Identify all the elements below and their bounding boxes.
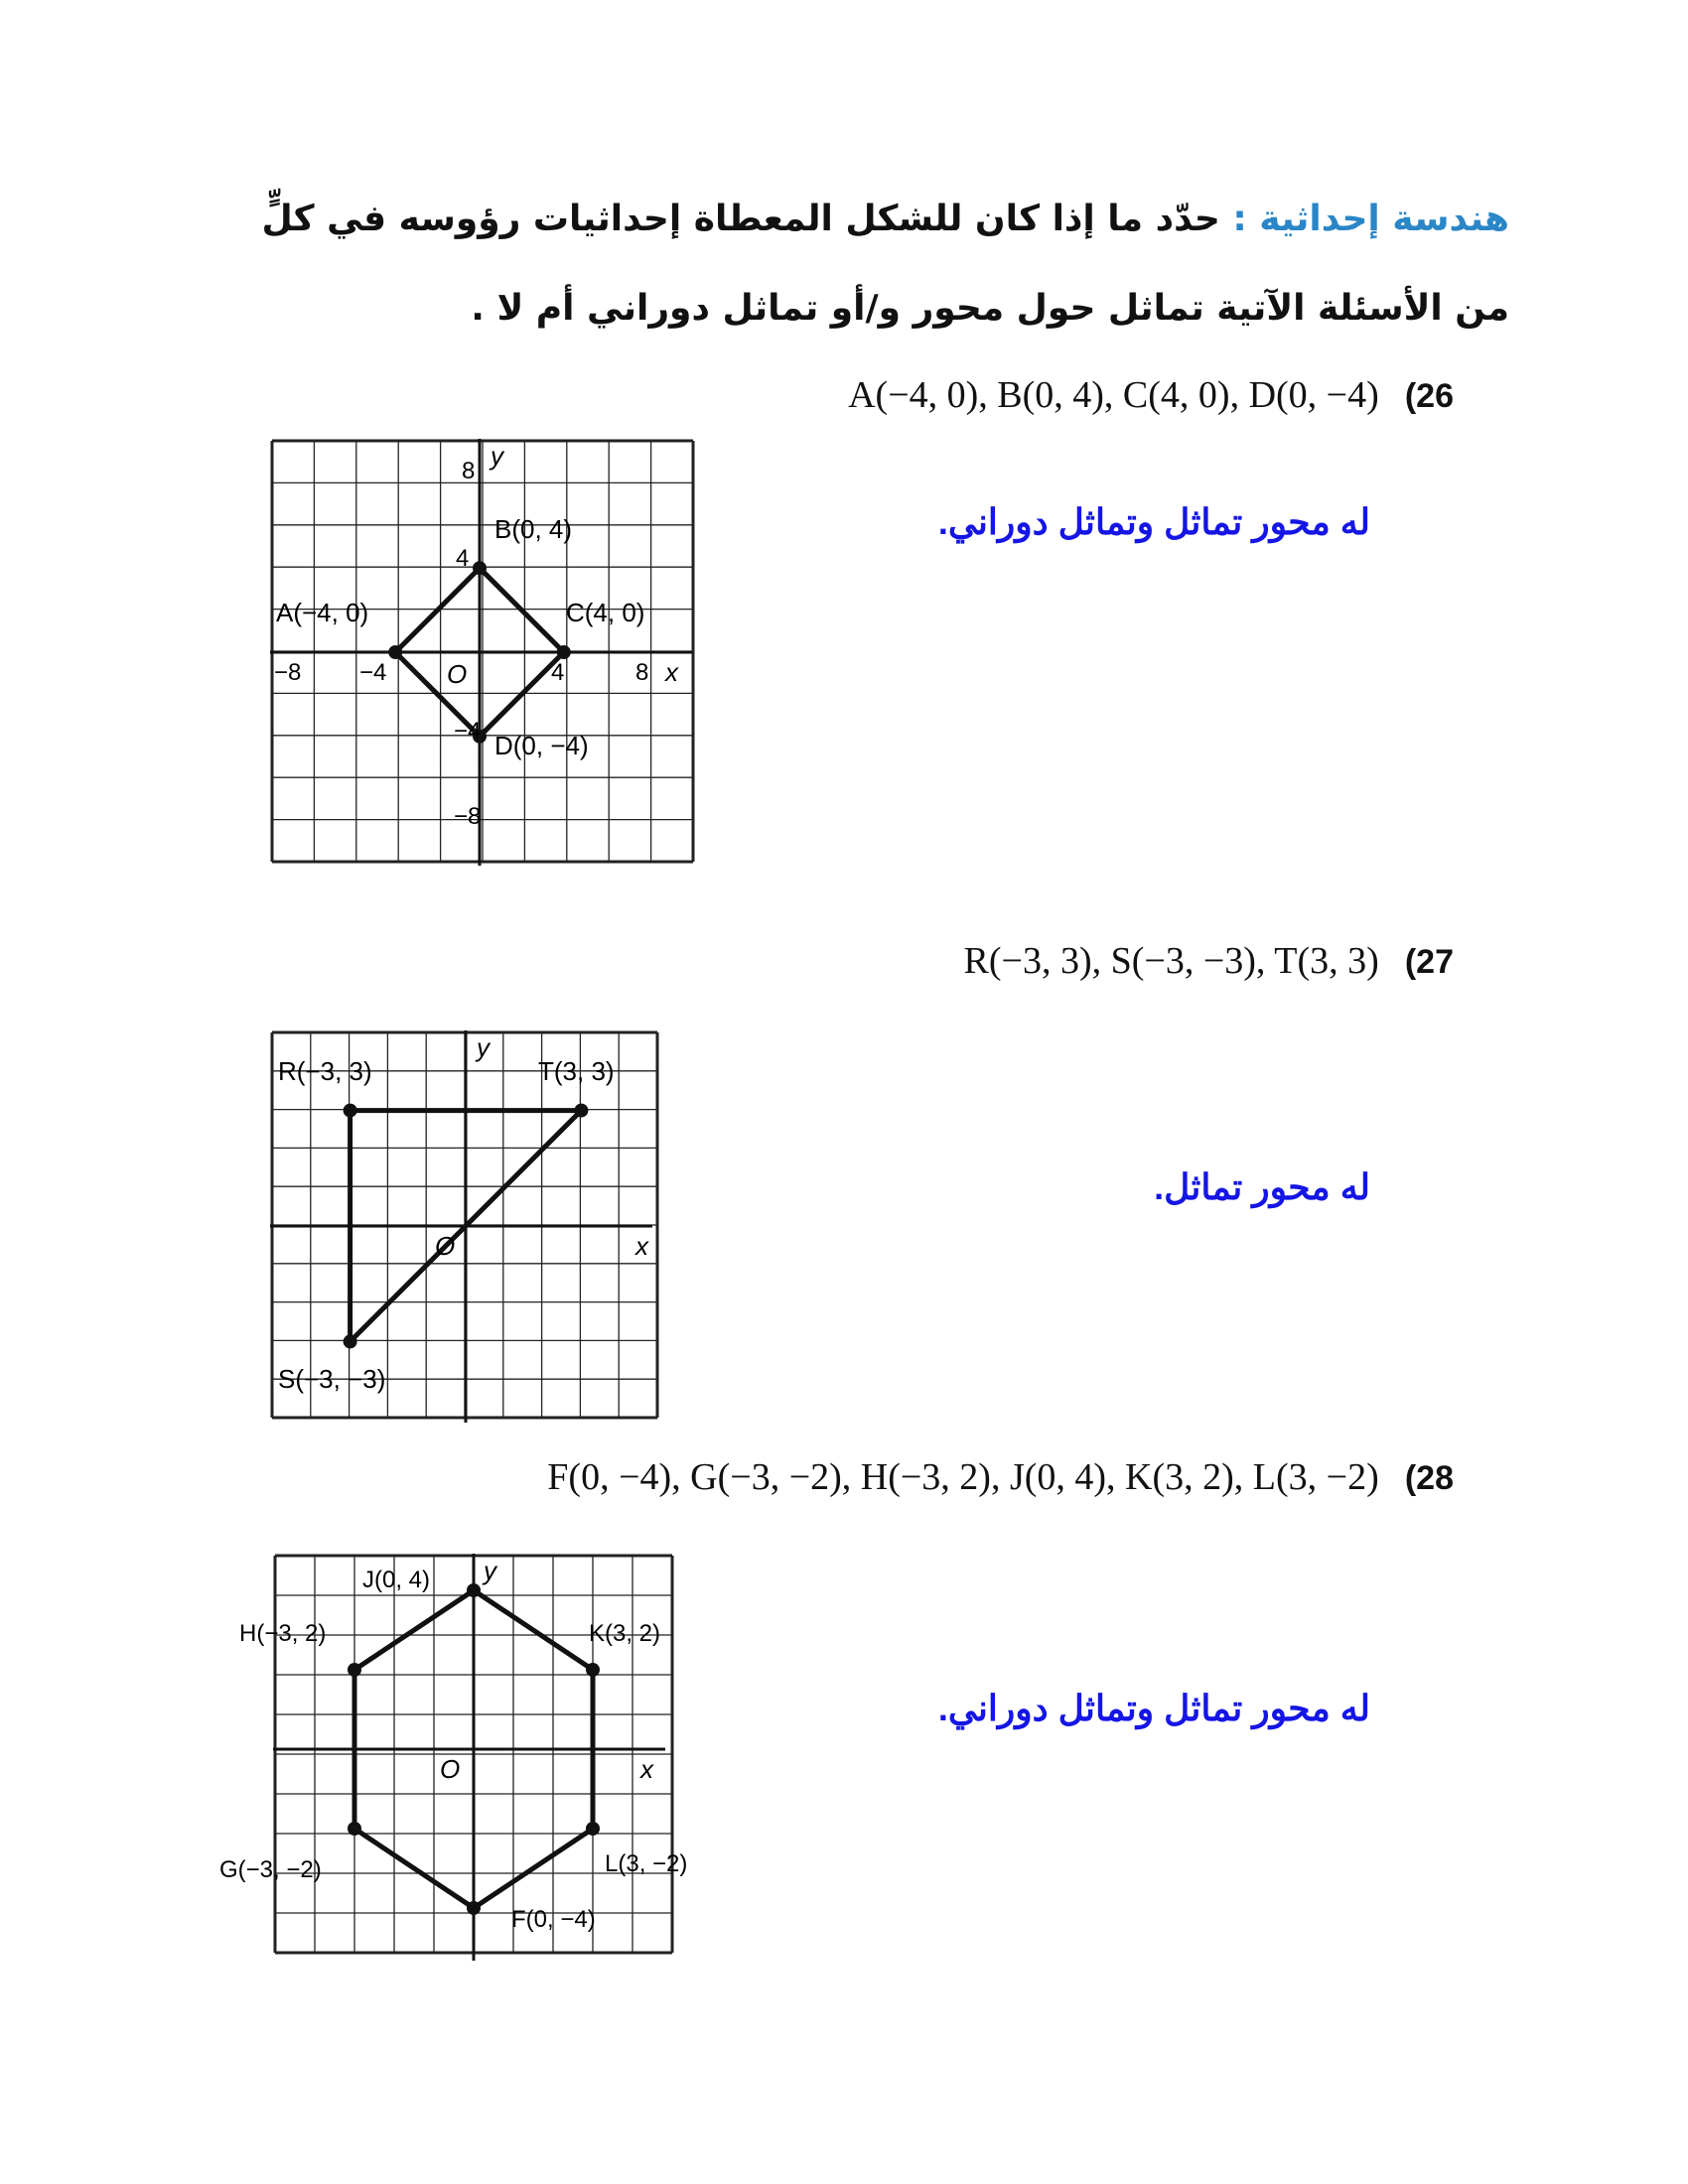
problem-28-number: (28	[1404, 1459, 1454, 1497]
point-label-f: F(0, −4)	[511, 1906, 596, 1933]
point-label-j: J(0, 4)	[362, 1567, 431, 1593]
tick-label: 4	[456, 545, 470, 572]
instruction-line-1	[262, 199, 1510, 239]
vertex-point	[388, 645, 402, 659]
graph-28	[213, 1554, 700, 1961]
axis-label-x: x	[640, 1754, 653, 1784]
tick-label: −8	[454, 803, 482, 830]
vertex-point	[467, 1583, 481, 1597]
tick-label: 4	[551, 659, 565, 686]
problem-26-number: (26	[1404, 377, 1454, 415]
vertex-point	[586, 1822, 600, 1836]
origin-label: O	[440, 1754, 461, 1784]
vertex-point	[348, 1663, 361, 1677]
vertex-point	[348, 1822, 361, 1836]
tick-label: −8	[274, 659, 302, 686]
point-label-r: R(−3, 3)	[278, 1056, 372, 1086]
axis-label-y: y	[484, 1556, 496, 1585]
problem-28-coordinates: F(0, −4), G(−3, −2), H(−3, 2), J(0, 4), K(3, 2), L(3, −2)	[547, 1456, 1379, 1498]
tick-label: −4	[454, 718, 482, 745]
vertex-point	[344, 1334, 357, 1348]
point-label-l: L(3, −2)	[605, 1850, 688, 1877]
vertex-point	[574, 1104, 588, 1118]
point-label-s: S(−3, −3)	[278, 1364, 386, 1394]
instruction-line-2: من الأسئلة الآتية تماثل حول محور و/أو تماثل دوراني أم لا .	[471, 288, 1509, 329]
answer-28: له محور تماثل وتماثل دوراني.	[937, 1688, 1370, 1728]
problem-28-statement	[547, 1454, 1454, 1499]
axis-label-y: y	[477, 1032, 490, 1062]
point-label-t: T(3, 3)	[538, 1056, 615, 1086]
point-label-h: H(−3, 2)	[239, 1620, 327, 1647]
vertex-point	[467, 1901, 481, 1915]
problem-27-number: (27	[1404, 943, 1454, 981]
problem-27-statement	[964, 938, 1454, 983]
vertex-point	[557, 645, 571, 659]
problem-27-coordinates: R(−3, 3), S(−3, −3), T(3, 3)	[963, 940, 1379, 982]
point-label-a: A(−4, 0)	[276, 598, 369, 627]
answer-26: له محور تماثل وتماثل دوراني.	[937, 501, 1370, 542]
vertex-point	[586, 1663, 600, 1677]
instruction-text-1: حدّد ما إذا كان للشكل المعطاة إحداثيات رؤوسه في كلٍّ	[261, 199, 1220, 239]
problem-26-coordinates: A(−4, 0), B(0, 4), C(4, 0), D(0, −4)	[848, 374, 1379, 416]
vertex-point	[344, 1104, 357, 1118]
origin-label: O	[435, 1231, 456, 1261]
axis-label-x: x	[635, 1231, 648, 1261]
vertex-point	[473, 561, 487, 575]
tick-label: 8	[635, 659, 649, 686]
graph-26	[270, 439, 697, 866]
axis-label-y: y	[491, 441, 503, 471]
point-label-d: D(0, −4)	[494, 731, 589, 760]
answer-27: له محور تماثل.	[1154, 1166, 1370, 1207]
origin-label: O	[447, 659, 468, 689]
axis-label-x: x	[665, 657, 678, 687]
point-label-b: B(0, 4)	[494, 514, 573, 544]
tick-label: 8	[462, 458, 476, 484]
point-label-c: C(4, 0)	[566, 598, 645, 627]
tick-label: −4	[359, 659, 387, 686]
point-label-g: G(−3, −2)	[219, 1856, 322, 1883]
graph-27	[270, 1030, 662, 1423]
point-label-k: K(3, 2)	[589, 1620, 661, 1647]
section-label: هندسة إحداثية :	[1232, 199, 1509, 239]
problem-26-statement	[848, 372, 1454, 417]
